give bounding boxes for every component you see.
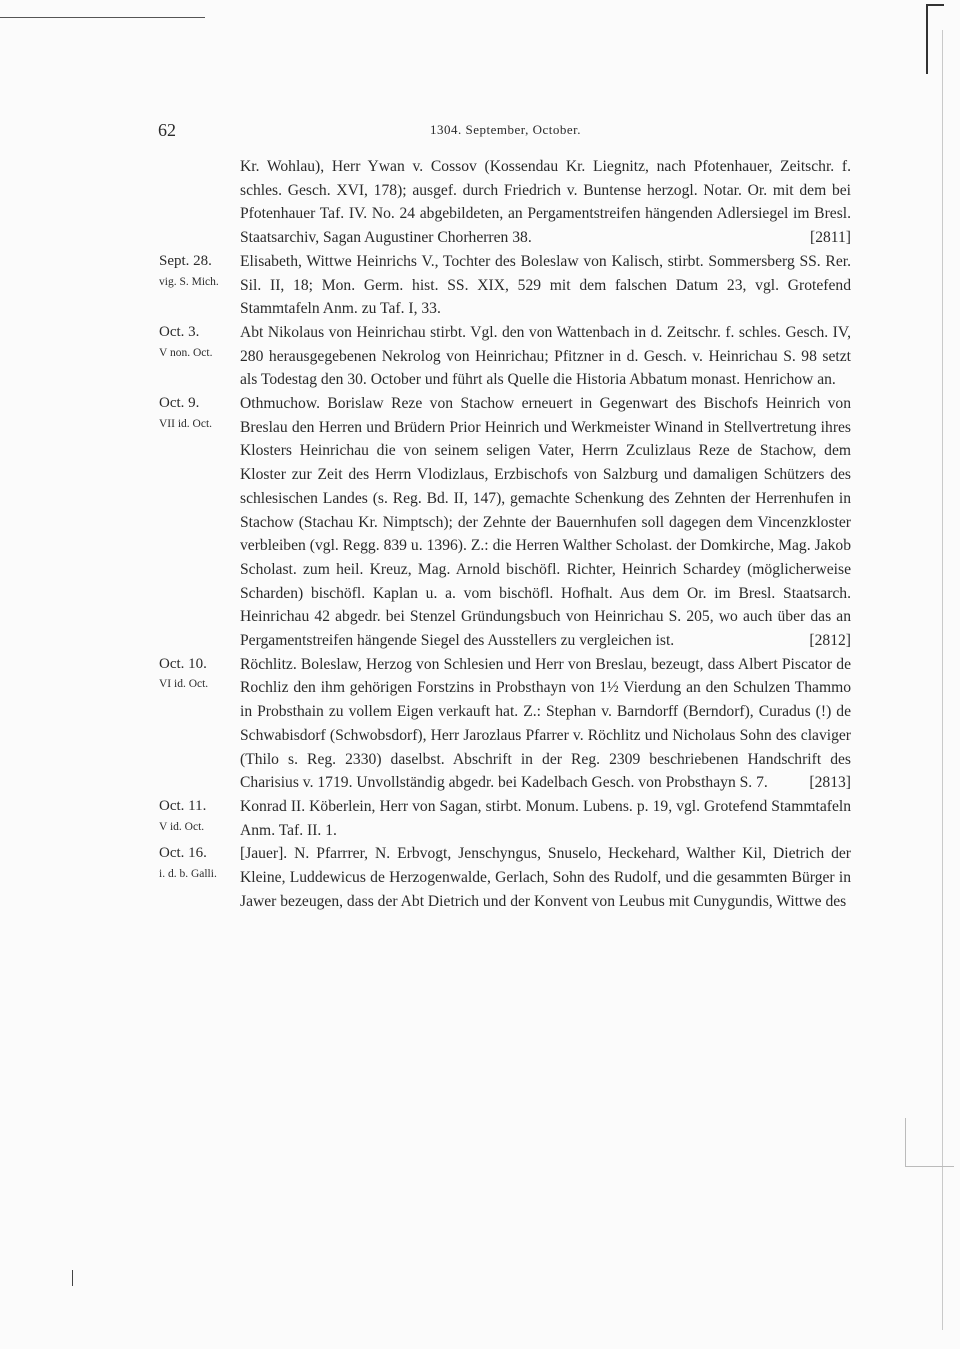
entry-date-roman: VII id. Oct. (159, 417, 213, 430)
entry-body: [Jauer]. N. Pfarrrer, N. Erbvogt, Jenschyngus, Snuselo, Heckehard, Walther Kil, Dietrich der Kleine, Luddewicus de Herzogenwalde, Gerlach, Sohn des Rudolf, und die gesammten Bürger in Jawer bezeugen, dass der Abt Dietrich und der Konvent von Leubus mit Cunygundis, Wittwe des (240, 845, 851, 910)
entry-margin (159, 795, 240, 842)
page-header (0, 120, 960, 144)
entry-margin (159, 653, 240, 795)
regest-number: [2812] (809, 632, 851, 650)
running-title: 1304. September, October. (430, 122, 581, 137)
scan-corner-mark-vertical (926, 4, 928, 74)
entry-body: Röchlitz. Boleslaw, Herzog von Schlesien und Herr von Breslau, bezeugt, dass Albert Piscator de Rochliz den ihm gehörigen Forstzins in Probsthayn von 1½ Vierdung an den Schulzen Thammo in Probsthain zu vollem Eigen verkauft hat. Z.: Stephan v. Barndorff (Berndorf), Curadus (!) de Schwabisdorf (Schwobsdorf), Herr Jarozlaus Pfarrer v. Röchlitz und Nicholaus Sohn des claviger (Thilo s. Reg. 2330) daselbst. Abschrift in der Reg. 2309 beschriebenen Handschrift des Charisius v. 1719. Unvollständig abgedr. bei Kadelbach Gesch. von Probsthayn S. 7. (240, 655, 851, 792)
entry-text (240, 392, 851, 653)
entry-body: Othmuchow. Borislaw Reze von Stachow erneuert in Gegenwart des Bischofs Heinrich von Breslau den Herren und Brüdern Prior Heinrich und Werkmeister Winand in Stellvertretung ihres Klosters Heinrichau die von seinem seligen Vater, Herrn Zculizlaus Reze de Stachow, dem Kloster zur Zeit des Herrn Vlodizlaus, Erzbischofs von Salzburg und damaligen Schützers des schlesischen Landes (s. Reg. Bd. II, 147), gemachte Schenkung des Zehnten der Herrenhufen in Stachow (Stachau Kr. Nimptsch); der Zehnte der Bauernhufen soll dagegen dem Vincenzkloster verbleiben (vgl. Regg. 839 u. 1396). Z.: die Herren Walther Scholast. der Domkirche, Mag. Jakob Scholast. zum heil. Kreuz, Mag. Arnold bischöfl. Richter, Heinrich Schardey (möglicherweise Scharden) bischöfl. Kaplan u. a. vom bischöfl. Hofhalt. Aus dem Or. im Bresl. Staatsarch. Heinrichau 42 abgedr. bei Stenzel Gründungsbuch von Heinrichau S. 205, wo auch über das an Pergamentstreifen hängende Siegel des Ausstellers zu vergleichen ist. (240, 395, 851, 650)
entry-oct-3 (159, 321, 851, 392)
scan-edge-line (0, 17, 205, 18)
document-body (159, 155, 851, 914)
scan-tick-mark (72, 1270, 73, 1286)
entry-text (240, 653, 851, 795)
entry-date-roman: vig. S. Mich. (159, 275, 219, 288)
entry-date-roman: i. d. b. Galli. (159, 868, 217, 881)
entry-margin (159, 321, 240, 392)
entry-oct-9 (159, 392, 851, 653)
entry-margin (159, 392, 240, 653)
regest-number: [2813] (809, 774, 851, 792)
entry-date: Oct. 16. (159, 845, 207, 862)
entry-date: Sept. 28. (159, 252, 212, 269)
entry-date-roman: VI id. Oct. (159, 678, 209, 691)
entry-body: Abt Nikolaus von Heinrichau stirbt. Vgl. den von Wattenbach in d. Zeitschr. f. schles. Gesch. IV, 280 herausgegebenen Nekrolog von Heinrichau; Pfitzner in d. Gesch. v. Heinrichau S. 98 setzt als Todestag den 30. October und führt als Quelle die Historia Abbatum monast. Henrichow an. (240, 323, 851, 389)
entry-margin (159, 155, 240, 250)
entry-body: Kr. Wohlau), Herr Ywan v. Cossov (Kossendau Kr. Liegnitz, nach Pfotenhauer, Zeitschr. f. schles. Gesch. XVI, 178); ausgef. durch Friedrich v. Buntense herzogl. Notar. Or. mit dem bei Pfotenhauer Taf. IV. No. 24 abgebildeten, an Pergamentstreifen hängenden Adlersiegel im Bresl. Staatsarchiv, Sagan Augustiner Chorherren 38. (240, 158, 851, 247)
entry-date: Oct. 9. (159, 395, 200, 412)
entry-oct-10 (159, 653, 851, 795)
entry-text (240, 842, 851, 913)
entry-2811-continuation (159, 155, 851, 250)
entry-oct-11 (159, 795, 851, 842)
entry-date: Oct. 3. (159, 323, 200, 340)
entry-sept-28 (159, 250, 851, 321)
entry-date-roman: V non. Oct. (159, 346, 213, 359)
entry-date: Oct. 10. (159, 655, 207, 672)
page-number: 62 (158, 120, 176, 140)
entry-date-roman: V id. Oct. (159, 820, 205, 833)
entry-margin (159, 842, 240, 913)
entry-text (240, 250, 851, 321)
entry-body: Konrad II. Köberlein, Herr von Sagan, stirbt. Monum. Lubens. p. 19, vgl. Grotefend Stammtafeln Anm. Taf. II. 1. (240, 797, 851, 839)
entry-text (240, 795, 851, 842)
entry-date: Oct. 11. (159, 797, 207, 814)
entry-oct-16 (159, 842, 851, 913)
entry-text (240, 321, 851, 392)
entry-margin (159, 250, 240, 321)
scan-bottom-corner (905, 1118, 954, 1167)
regest-number: [2811] (810, 229, 851, 247)
scan-corner-mark (926, 4, 944, 6)
entry-body: Elisabeth, Wittwe Heinrichs V., Tochter des Boleslaw von Kalisch, stirbt. Sommersberg SS. Rer. Sil. II, 18; Mon. Germ. hist. SS. XIX, 529 mit dem falschen Datum 23, vgl. Grotefend Stammtafeln Anm. zu Taf. I, 33. (240, 252, 851, 318)
entry-text (240, 155, 851, 250)
